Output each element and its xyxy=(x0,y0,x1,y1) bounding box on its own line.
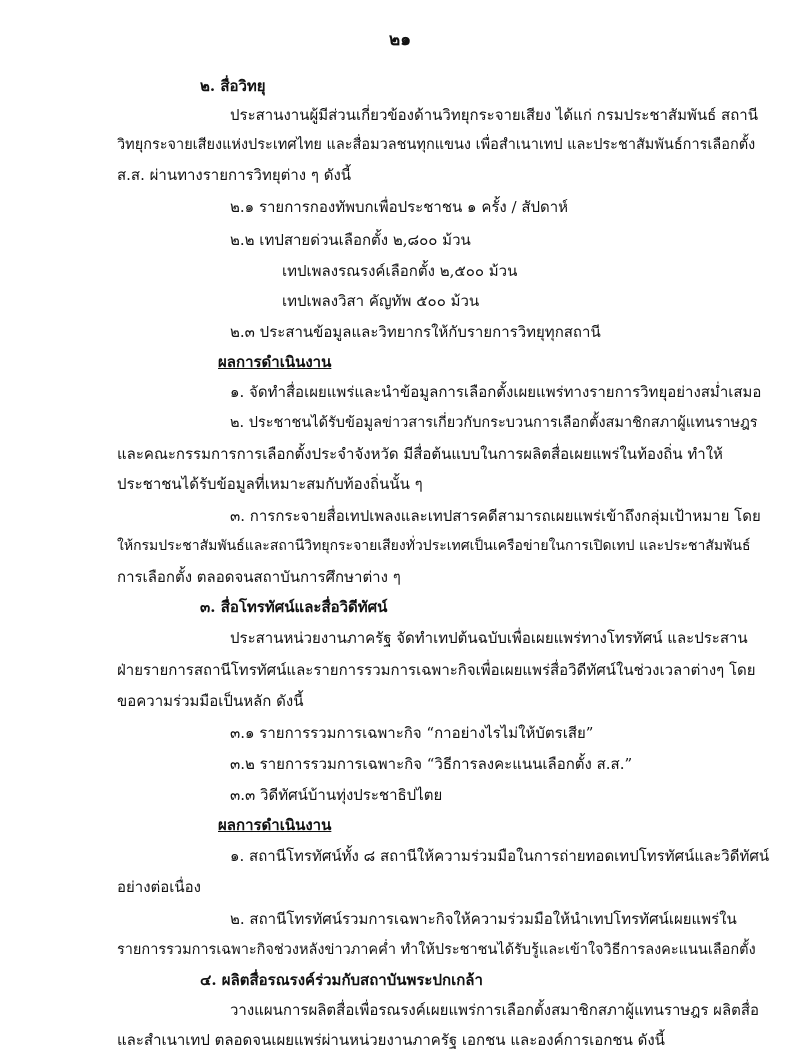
section-3-intro-line-3: ขอความร่วมมือเป็นหลัก ดังนี้ xyxy=(117,692,304,710)
section-3-item-3: ๓.๓ วิดีทัศน์บ้านทุ่งประชาธิปไตย xyxy=(230,786,443,804)
section-3-result-2-line-2: รายการรวมการเฉพาะกิจช่วงหลังข่าวภาคค่ำ ทำให้ประชาชนได้รับรู้และเข้าใจวิธีการลงคะแนนเลือกตั้ง xyxy=(117,942,756,958)
section-2-result-3-line-2: ให้กรมประชาสัมพันธ์และสถานีวิทยุกระจายเสียงทั่วประเทศเป็นเครือข่ายในการเปิดเทป และประชาสัมพันธ์ xyxy=(117,538,751,554)
section-3-results-heading: ผลการดำเนินงาน xyxy=(218,816,332,834)
section-2-intro-line-2: วิทยุกระจายเสียงแห่งประเทศไทย และสื่อมวลชนทุกแขนง เพื่อสำเนาเทป และประชาสัมพันธ์การเลือกตั้ง xyxy=(117,137,756,153)
section-2-result-2-line-2: และคณะกรรมการการเลือกตั้งประจำจังหวัด มีสื่อต้นแบบในการผลิตสื่อเผยแพร่ในท้องถิ่น ทำให้ xyxy=(117,445,723,463)
section-3-item-1: ๓.๑ รายการรวมการเฉพาะกิจ “กาอย่างไรไม่ให้บัตรเสีย” xyxy=(230,724,594,742)
section-2-result-3-line-3: การเลือกตั้ง ตลอดจนสถาบันการศึกษาต่าง ๆ xyxy=(117,568,401,586)
section-4-intro-line-2: และสำเนาเทป ตลอดจนเผยแพร่ผ่านหน่วยงานภาครัฐ เอกชน และองค์การเอกชน ดังนี้ xyxy=(117,1031,665,1049)
section-2-item-1: ๒.๑ รายการกองทัพบกเพื่อประชาชน ๑ ครั้ง / สัปดาห์ xyxy=(230,198,569,216)
section-2-result-2-line-1: ๒. ประชาชนได้รับข้อมูลข่าวสารเกี่ยวกับกระบวนการเลือกตั้งสมาชิกสภาผู้แทนราษฎร xyxy=(230,415,758,431)
section-3-heading: ๓. สื่อโทรทัศน์และสื่อวิดีทัศน์ xyxy=(200,598,388,616)
section-2-item-2: ๒.๒ เทปสายด่วนเลือกตั้ง ๒,๘๐๐ ม้วน xyxy=(230,231,471,249)
section-2-item-2-sub-1: เทปเพลงรณรงค์เลือกตั้ง ๒,๕๐๐ ม้วน xyxy=(282,262,518,280)
section-3-result-2-line-1: ๒. สถานีโทรทัศน์รวมการเฉพาะกิจให้ความร่วมมือให้นำเทปโทรทัศน์เผยแพร่ใน xyxy=(230,910,737,928)
page-number: ๒๑ xyxy=(389,30,411,50)
section-2-result-3-line-1: ๓. การกระจายสื่อเทปเพลงและเทปสารคดีสามารถเผยแพร่เข้าถึงกลุ่มเป้าหมาย โดย xyxy=(230,507,761,525)
section-3-result-1-line-2: อย่างต่อเนื่อง xyxy=(117,878,202,896)
section-3-intro-line-2: ฝ่ายรายการสถานีโทรทัศน์และรายการรวมการเฉพาะกิจเพื่อเผยแพร่สื่อวิดีทัศน์ในช่วงเวลาต่างๆ โดย xyxy=(117,661,756,679)
section-4-intro-line-1: วางแผนการผลิตสื่อเพื่อรณรงค์เผยแพร่การเลือกตั้งสมาชิกสภาผู้แทนราษฎร ผลิตสื่อ xyxy=(230,1001,760,1019)
section-2-heading: ๒. สื่อวิทยุ xyxy=(200,77,266,95)
section-2-item-3: ๒.๓ ประสานข้อมูลและวิทยากรให้กับรายการวิทยุทุกสถานี xyxy=(230,323,601,341)
section-3-result-1-line-1: ๑. สถานีโทรทัศน์ทั้ง ๘ สถานีให้ความร่วมมือในการถ่ายทอดเทปโทรทัศน์และวิดีทัศน์ xyxy=(230,847,770,865)
section-2-intro-line-1: ประสานงานผู้มีส่วนเกี่ยวข้องด้านวิทยุกระจายเสียง ได้แก่ กรมประชาสัมพันธ์ สถานี xyxy=(230,106,758,124)
section-3-item-2: ๓.๒ รายการรวมการเฉพาะกิจ “วิธีการลงคะแนนเลือกตั้ง ส.ส.” xyxy=(230,755,633,773)
section-2-result-2-line-3: ประชาชนได้รับข้อมูลที่เหมาะสมกับท้องถิ่นนั้น ๆ xyxy=(117,475,423,493)
section-2-results-heading: ผลการดำเนินงาน xyxy=(218,353,332,371)
section-2-item-2-sub-2: เทปเพลงวิสา คัญทัพ ๕๐๐ ม้วน xyxy=(282,292,480,310)
section-4-heading: ๔. ผลิตสื่อรณรงค์ร่วมกับสถาบันพระปกเกล้า xyxy=(200,971,483,989)
section-3-intro-line-1: ประสานหน่วยงานภาครัฐ จัดทำเทปต้นฉบับเพื่อเผยแพร่ทางโทรทัศน์ และประสาน xyxy=(230,629,748,647)
section-2-intro-line-3: ส.ส. ผ่านทางรายการวิทยุต่าง ๆ ดังนี้ xyxy=(117,166,352,184)
section-2-result-1: ๑. จัดทำสื่อเผยแพร่และนำข้อมูลการเลือกตั้งเผยแพร่ทางรายการวิทยุอย่างสม่ำเสมอ xyxy=(230,383,762,401)
